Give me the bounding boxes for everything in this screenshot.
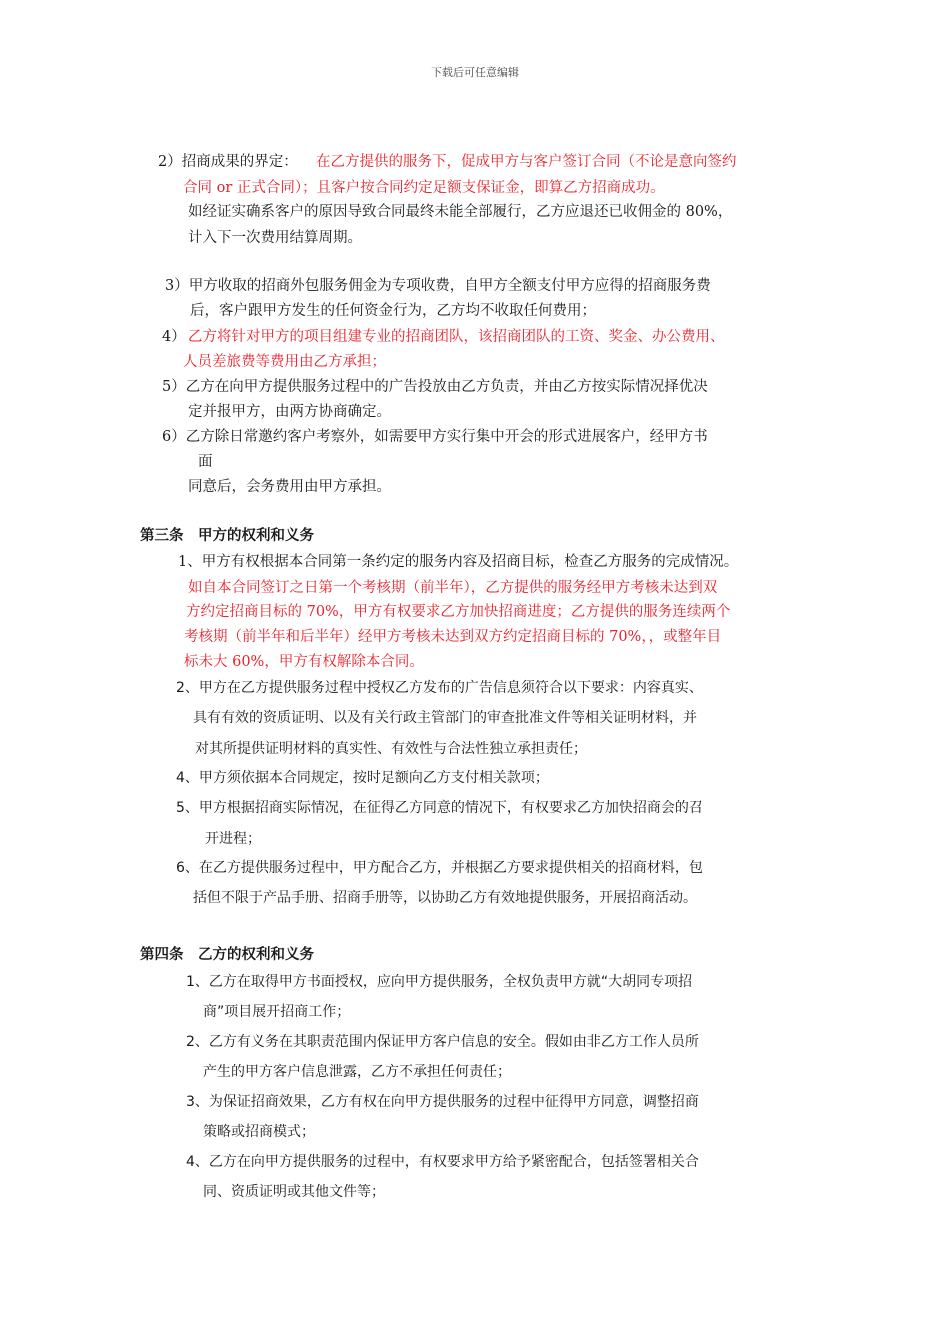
item-5-text-line2: 定并报甲方，由两方协商确定。 <box>188 404 391 420</box>
item-2-text-red: 在乙方提供的服务下，促成甲方与客户签订合同（不论是意向签约 <box>316 154 737 170</box>
item-2-text-line4: 计入下一次费用结算周期。 <box>188 230 362 246</box>
article-3-item-5: 5、甲方根据招商实际情况，在征得乙方同意的情况下，有权要求乙方加快招商会的召 <box>176 800 703 816</box>
item-4-label: 4） <box>162 329 186 345</box>
article-4-item-4: 4、乙方在向甲方提供服务的过程中，有权要求甲方给予紧密配合，包括签署相关合 <box>186 1154 699 1170</box>
item-2-text-line3: 如经证实确系客户的原因导致合同最终未能全部履行，乙方应退还已收佣金的 80%， <box>188 204 733 220</box>
article-3-item-1-red-line5: 标未大 60%，甲方有权解除本合同。 <box>184 654 424 670</box>
article-3-heading: 第三条 甲方的权利和义务 <box>140 527 314 544</box>
item-5-text: 5）乙方在向甲方提供服务过程中的广告投放由乙方负责，并由乙方按实际情况择优决 <box>162 379 708 395</box>
item-2-label: 2）招商成果的界定： <box>158 154 298 170</box>
article-3-item-2: 2、甲方在乙方提供服务过程中授权乙方发布的广告信息须符合以下要求：内容真实、 <box>176 680 703 696</box>
article-3-item-2-line3: 对其所提供证明材料的真实性、有效性与合法性独立承担责任； <box>195 741 587 757</box>
page-header: 下载后可任意编辑 <box>431 66 519 79</box>
article-3-item-2-line2: 具有有效的资质证明、以及有关行政主管部门的审查批准文件等相关证明材料，并 <box>193 710 697 726</box>
item-3-text: 3）甲方收取的招商外包服务佣金为专项收费，自甲方全额支付甲方应得的招商服务费 <box>165 278 711 294</box>
item-6-text: 6）乙方除日常邀约客户考察外，如需要甲方实行集中开会的形式进展客户，经甲方书 <box>162 429 708 445</box>
article-4-item-1-line2: 商”项目展开招商工作； <box>203 1004 351 1020</box>
item-6-text-line2: 面 <box>198 454 213 470</box>
article-4-item-1: 1、乙方在取得甲方书面授权，应向甲方提供服务，全权负责甲方就“大胡同专项招 <box>186 974 693 990</box>
item-3-text-line2: 后，客户跟甲方发生的任何资金行为，乙方均不收取任何费用； <box>190 303 596 319</box>
item-4-text-red: 乙方将针对甲方的项目组建专业的招商团队，该招商团队的工资、奖金、办公费用、 <box>188 329 725 345</box>
article-4-item-4-line2: 同、资质证明或其他文件等； <box>203 1184 385 1200</box>
item-6-text-line3: 同意后，会务费用由甲方承担。 <box>188 479 391 495</box>
article-4-heading: 第四条 乙方的权利和义务 <box>140 946 314 963</box>
article-3-item-5-line2: 开进程； <box>205 831 261 847</box>
article-4-item-2: 2、乙方有义务在其职责范围内保证甲方客户信息的安全。假如由非乙方工作人员所 <box>186 1034 699 1050</box>
article-4-item-3: 3、为保证招商效果，乙方有权在向甲方提供服务的过程中征得甲方同意，调整招商 <box>186 1094 699 1110</box>
item-4-text-red-line2: 人员差旅费等费用由乙方承担； <box>183 354 386 370</box>
article-3-item-1-red-line4: 考核期（前半年和后半年）经甲方考核未达到双方约定招商目标的 70%，，或整年目 <box>184 629 722 645</box>
article-3-item-6-line2: 括但不限于产品手册、招商手册等，以协助乙方有效地提供服务，开展招商活动。 <box>193 890 697 906</box>
article-3-item-4: 4、甲方须依据本合同规定，按时足额向乙方支付相关款项； <box>176 770 549 786</box>
item-2-text-red-line2: 合同 or 正式合同）；且客户按合同约定足额支保证金，即算乙方招商成功。 <box>183 180 665 196</box>
article-3-item-1-red-line2: 如自本合同签订之日第一个考核期（前半年），乙方提供的服务经甲方考核未达到双 <box>188 580 718 596</box>
article-4-item-3-line2: 策略或招商模式； <box>203 1124 315 1140</box>
article-4-item-2-line2: 产生的甲方客户信息泄露，乙方不承担任何责任； <box>203 1064 511 1080</box>
article-3-item-1-red-line3: 方约定招商目标的 70%，甲方有权要求乙方加快招商进度；乙方提供的服务连续两个 <box>186 604 731 620</box>
article-3-item-1: 1、甲方有权根据本合同第一条约定的服务内容及招商目标，检查乙方服务的完成情况。 <box>178 554 739 570</box>
article-3-item-6: 6、在乙方提供服务过程中，甲方配合乙方，并根据乙方要求提供相关的招商材料，包 <box>176 860 703 876</box>
